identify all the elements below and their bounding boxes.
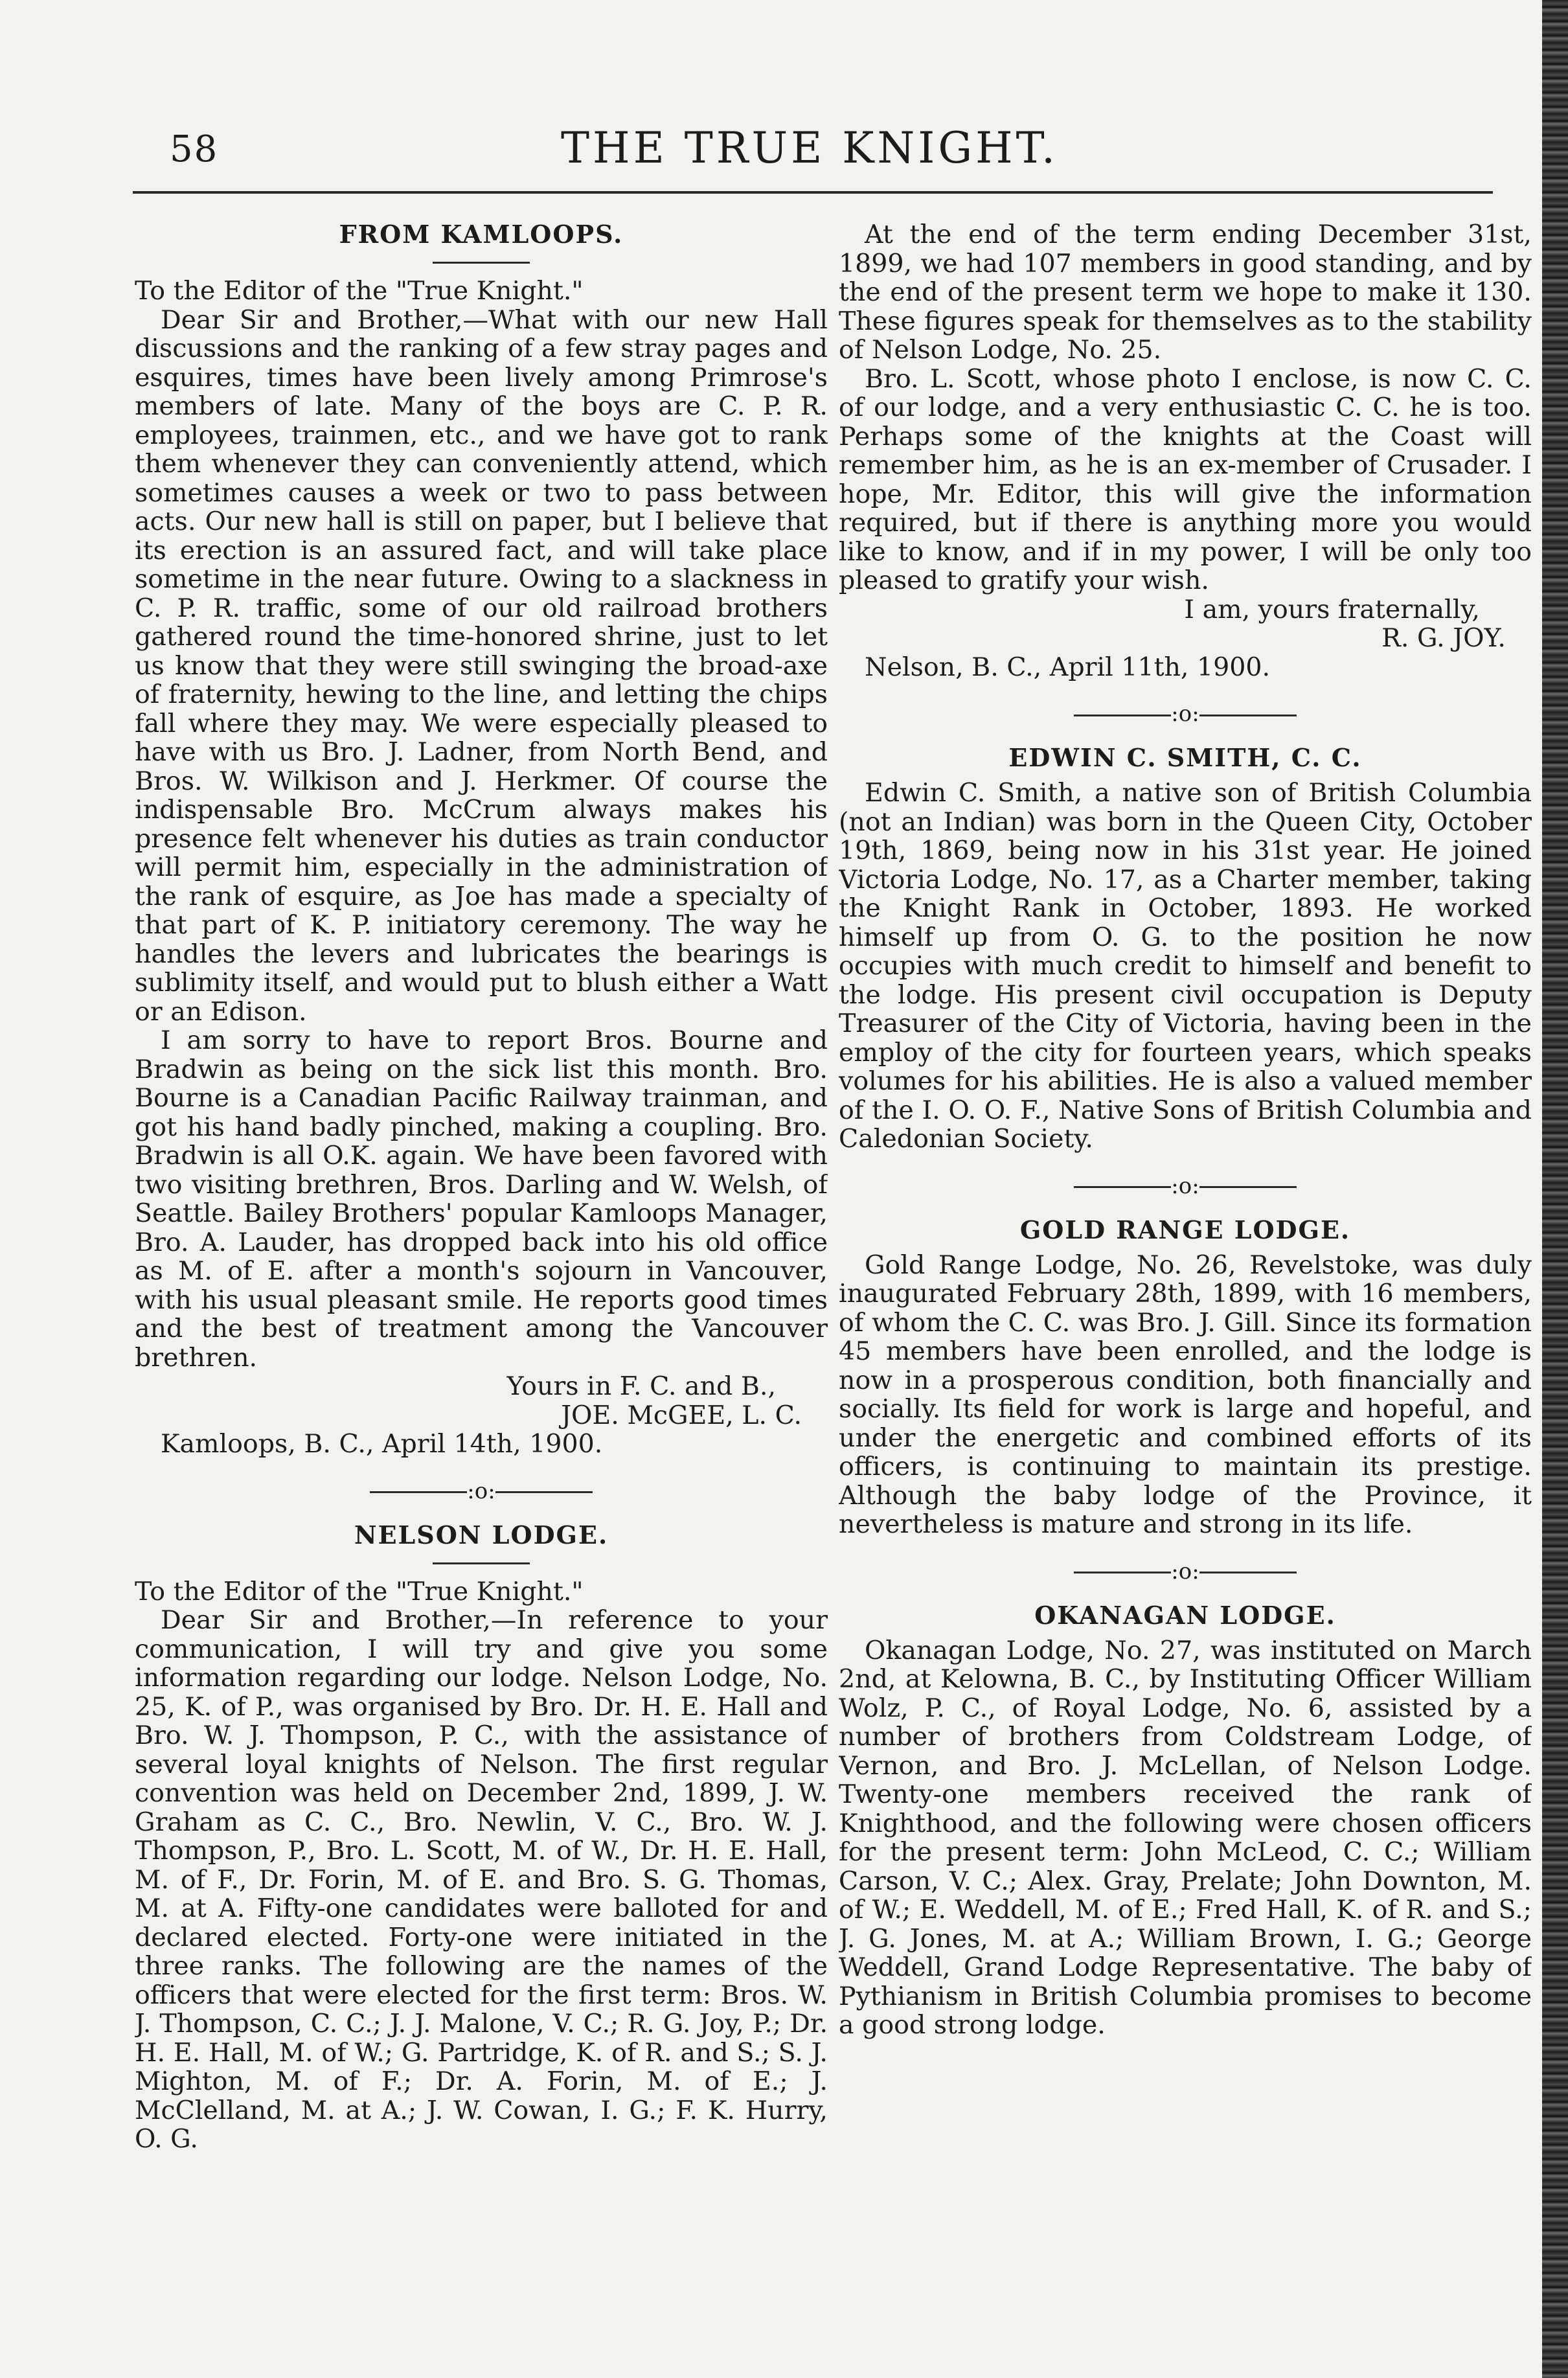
separator-mark: :o:	[1171, 1172, 1199, 1199]
article-okanagan-lodge	[839, 1601, 1532, 2040]
left-column	[135, 220, 828, 2345]
article-edwin-c-smith	[839, 744, 1532, 1154]
separator-rule	[370, 1491, 467, 1493]
paragraph: Dear Sir and Brother,—In reference to your communication, I will try and give you some information regarding our lodge. Nelson Lodge, No. 25, K. of P., was organised by Bro. Dr. H. E. Hall and Bro. W. J. Thompson, P. C., with the assistance of several loyal knights of Nelson. The first regular convention was held on December 2nd, 1899, J. W. Graham as C. C., Bro. Newlin, V. C., Bro. W. J. Thompson, P., Bro. L. Scott, M. of W., Dr. H. E. Hall, M. of F., Dr. Forin, M. of E. and Bro. S. G. Thomas, M. at A. Fifty-one candidates were balloted for and declared elected. Forty-one were initiated in the three ranks. The following are the names of the officers that were elected for the first term: Bros. W. J. Thompson, C. C.; J. J. Malone, V. C.; R. G. Joy, P.; Dr. H. E. Hall, M. of W.; G. Partridge, K. of R. and S.; S. J. Mighton, M. of F.; Dr. A. Forin, M. of E.; J. McClelland, M. at A.; J. W. Cowan, I. G.; F. K. Hurry, O. G.	[135, 1605, 828, 2154]
separator-rule	[1199, 715, 1297, 716]
separator-mark: :o:	[467, 1478, 495, 1504]
separator-rule	[1074, 715, 1171, 716]
place-date: Kamloops, B. C., April 14th, 1900.	[161, 1429, 603, 1459]
paragraph: Gold Range Lodge, No. 26, Revelstoke, was duly inaugurated February 28th, 1899, with 16 members, of whom the C. C. was Bro. J. Gill. Since its formation 45 members have been enrolled, and the lodge is now in a prosperous condition, both financially and socially. Its field for work is large and hopeful, and under the energetic and combined efforts of its officers, is continuing to maintain its prestige. Although the baby lodge of the Province, it nevertheless is mature and strong in its life.	[839, 1250, 1532, 1539]
journal-title: THE TRUE KNIGHT.	[561, 123, 1058, 173]
closing: I am, yours fraternally,	[1184, 594, 1480, 624]
salutation: To the Editor of the "True Knight."	[135, 276, 584, 306]
paragraph: Dear Sir and Brother,—What with our new Hall discussions and the ranking of a few stray pages and esquires, times have been lively among Primrose's members of late. Many of the boys are C. P. R. employees, trainmen, etc., and we have got to rank them whenever they can conveniently attend, which sometimes causes a week or two to pass between acts. Our new hall is still on paper, but I believe that its erection is an assured fact, and will take place sometime in the near future. Owing to a slackness in C. P. R. traffic, some of our old railroad brothers gathered round the time-honored shrine, just to let us know that they were still swinging the broad-axe of fraternity, hewing to the line, and letting the chips fall where they may. We were especially pleased to have with us Bro. J. Ladner, from North Bend, and Bros. W. Wilkison and J. Herkmer. Of course the indispensable Bro. McCrum always makes his presence felt whenever his duties as train conductor will permit him, especially in the administration of the rank of esquire, as Joe has made a specialty of that part of K. P. initiatory ceremony. The way he handles the levers and lubricates the bearings is sublimity itself, and would put to blush either a Watt or an Edison.	[135, 304, 828, 1027]
header-rule	[133, 191, 1493, 194]
section-separator	[839, 701, 1532, 727]
article-nelson-lodge	[135, 1521, 828, 2154]
scanned-page-edge	[1542, 0, 1568, 2378]
article-title: NELSON LODGE.	[354, 1520, 609, 1549]
section-separator	[839, 1559, 1532, 1584]
article-from-kamloops	[135, 220, 828, 1459]
article-title: GOLD RANGE LODGE.	[1019, 1215, 1351, 1244]
paragraph: At the end of the term ending December 31st, 1899, we had 107 members in good standing, and by the end of the present term we hope to make it 130. These figures speak for themselves as to the stability of Nelson Lodge, No. 25.	[839, 220, 1532, 365]
running-head	[130, 123, 1490, 181]
separator-rule	[1074, 1572, 1171, 1573]
place-date: Nelson, B. C., April 11th, 1900.	[865, 652, 1271, 682]
paragraph: I am sorry to have to report Bros. Bourne and Bradwin as being on the sick list this month. Bro. Bourne is a Canadian Pacific Railway trainman, and got his hand badly pinched, making a coupling. Bro. Bradwin is all O.K. again. We have been favored with two visiting brethren, Bros. Darling and W. Welsh, of Seattle. Bailey Brothers' popular Kamloops Manager, Bro. A. Lauder, has dropped back into his old office as M. of E. after a month's sojourn in Vancouver, with his usual pleasant smile. He reports good times and the best of treatment among the Vancouver brethren.	[135, 1025, 828, 1373]
article-nelson-lodge-continued	[839, 220, 1532, 681]
separator-rule	[1199, 1572, 1297, 1573]
paragraph: Bro. L. Scott, whose photo I enclose, is now C. C. of our lodge, and a very enthusiastic C. C. he is too. Perhaps some of the knights at the Coast will remember him, as he is an ex-member of Crusader. I hope, Mr. Editor, this will give the information required, but if there is anything more you would like to know, and if in my power, I will be only too pleased to gratify your wish.	[839, 363, 1532, 595]
paragraph: Okanagan Lodge, No. 27, was instituted on March 2nd, at Kelowna, B. C., by Instituting Officer William Wolz, P. C., of Royal Lodge, No. 6, assisted by a number of brothers from Coldstream Lodge, of Vernon, and Bro. J. McLellan, of Nelson Lodge. Twenty-one members received the rank of Knighthood, and the following were chosen officers for the present term: John McLeod, C. C.; William Carson, V. C.; Alex. Gray, Prelate; John Downton, M. of W.; E. Weddell, M. of E.; Fred Hall, K. of R. and S.; J. G. Jones, M. at A.; William Brown, I. G.; George Weddell, Grand Lodge Representative. The baby of Pythianism in British Columbia promises to become a good strong lodge.	[839, 1635, 1532, 2040]
separator-rule	[495, 1491, 593, 1493]
separator-rule	[1074, 1186, 1171, 1188]
article-gold-range-lodge	[839, 1216, 1532, 1539]
article-title: FROM KAMLOOPS.	[339, 220, 624, 249]
separator-mark: :o:	[1171, 1558, 1199, 1584]
salutation: To the Editor of the "True Knight."	[135, 1576, 584, 1606]
article-title: EDWIN C. SMITH, C. C.	[1008, 743, 1362, 772]
article-title: OKANAGAN LODGE.	[1034, 1600, 1336, 1630]
right-column	[839, 220, 1532, 2345]
signature: R. G. JOY.	[1381, 623, 1506, 653]
title-rule	[433, 262, 530, 264]
section-separator	[135, 1478, 828, 1504]
section-separator	[839, 1173, 1532, 1199]
paragraph: Edwin C. Smith, a native son of British Columbia (not an Indian) was born in the Queen City, October 19th, 1869, being now in his 31st year. He joined Victoria Lodge, No. 17, as a Charter member, taking the Knight Rank in October, 1893. He worked himself up from O. G. to the position he now occupies with much credit to himself and benefit to the lodge. His present civil occupation is Deputy Treasurer of the City of Victoria, having been in the employ of the city for fourteen years, which speaks volumes for his abilities. He is also a valued member of the I. O. O. F., Native Sons of British Columbia and Caledonian Society.	[839, 778, 1532, 1154]
separator-rule	[1199, 1186, 1297, 1188]
separator-mark: :o:	[1171, 701, 1199, 727]
title-rule	[433, 1562, 530, 1564]
signature: JOE. McGEE, L. C.	[561, 1400, 802, 1430]
page-number: 58	[170, 128, 219, 170]
closing: Yours in F. C. and B.,	[506, 1371, 776, 1401]
